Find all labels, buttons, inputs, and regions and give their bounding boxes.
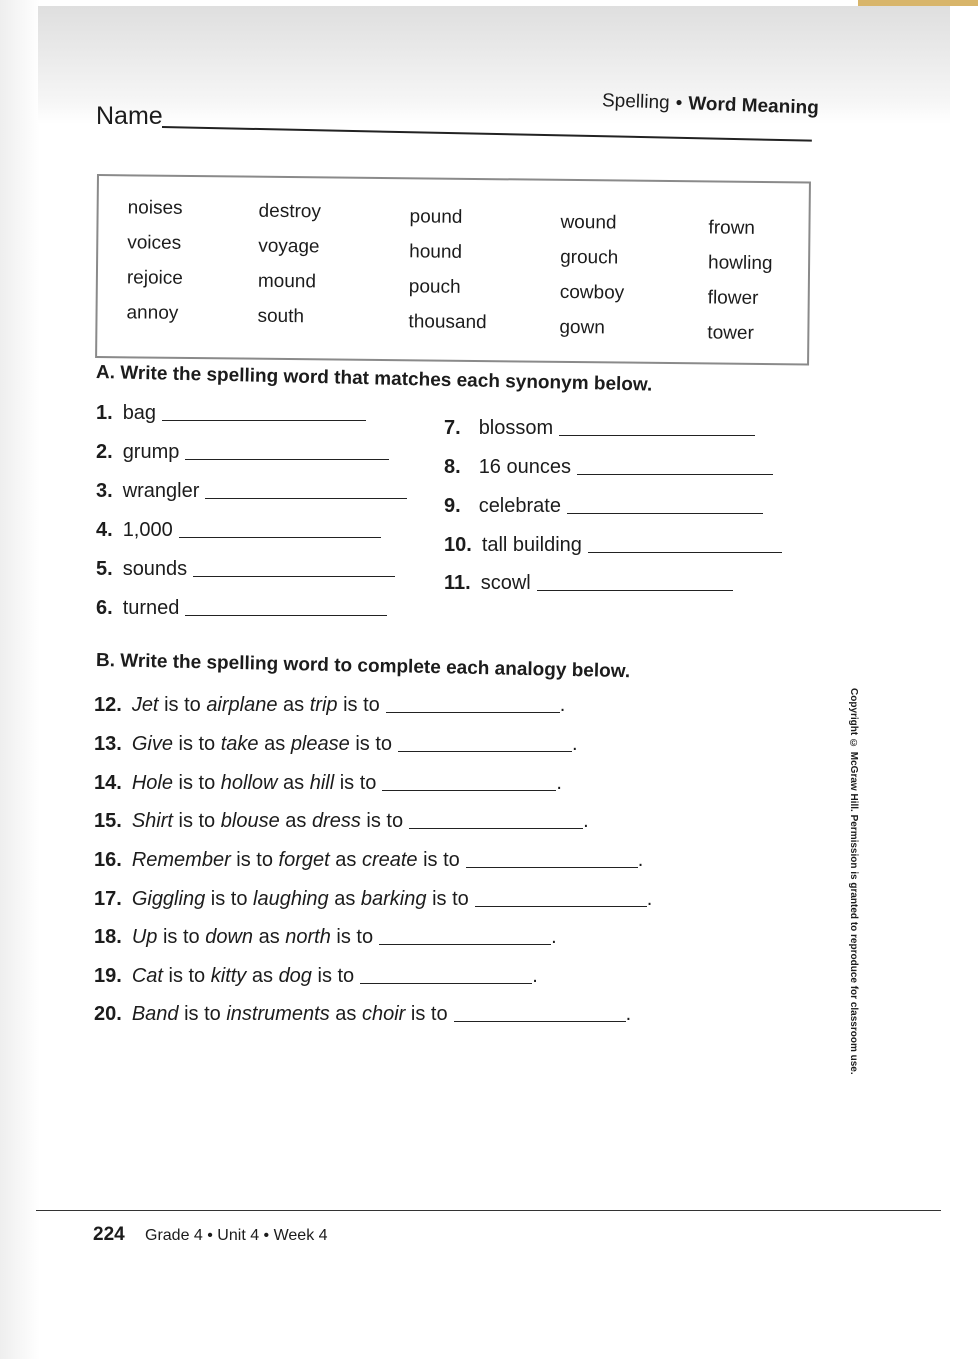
spelling-word-box: [95, 174, 811, 365]
spelling-word: wound: [560, 211, 617, 234]
is-to-text: is to: [339, 772, 377, 794]
spelling-word: tower: [707, 322, 754, 344]
synonym-word: blossom: [478, 417, 554, 439]
answer-blank[interactable]: [588, 551, 782, 553]
analogy-term: Band: [131, 1003, 179, 1025]
item-number: 18.: [94, 926, 122, 948]
scan-shadow-left: [0, 0, 40, 1359]
item-number: 2.: [96, 441, 113, 463]
answer-blank[interactable]: [466, 866, 638, 868]
synonym-item: [96, 519, 381, 542]
analogy-term: Remember: [131, 849, 231, 871]
item-number: 7.: [444, 417, 461, 439]
item-number: 8.: [444, 456, 461, 478]
name-line[interactable]: [162, 126, 812, 142]
word-column: [126, 190, 183, 331]
answer-blank[interactable]: [193, 575, 395, 577]
analogy-term: Give: [131, 733, 173, 755]
analogy-term: forget: [278, 849, 330, 871]
analogy-term: Up: [131, 926, 158, 948]
period: .: [583, 810, 589, 832]
item-number: 19.: [94, 965, 122, 987]
spelling-word: cowboy: [559, 281, 625, 304]
synonym-word: scowl: [480, 572, 531, 594]
synonym-item: [96, 441, 389, 464]
period: .: [646, 888, 653, 910]
analogy-term: trip: [309, 694, 338, 716]
word-column: [408, 199, 488, 340]
answer-blank[interactable]: [454, 1020, 626, 1022]
is-to-text: is to: [168, 965, 206, 987]
item-number: 17.: [94, 888, 122, 910]
section-b-title: B. Write the spelling word to complete each analogy below.: [95, 650, 631, 683]
spelling-word: mound: [257, 270, 317, 293]
synonym-word: grump: [122, 441, 180, 463]
analogy-term: Giggling: [131, 888, 206, 910]
answer-blank[interactable]: [360, 982, 532, 984]
answer-blank[interactable]: [179, 536, 381, 538]
item-number: 10.: [444, 534, 472, 556]
answer-blank[interactable]: [559, 434, 755, 436]
item-number: 15.: [94, 810, 122, 832]
item-number: 20.: [94, 1003, 122, 1025]
answer-blank[interactable]: [577, 473, 773, 475]
spelling-word: south: [257, 305, 305, 328]
analogy-term: instruments: [226, 1003, 330, 1025]
period: .: [551, 926, 557, 948]
synonym-word: celebrate: [478, 495, 561, 517]
copyright-notice: Copyright © McGraw Hill. Permission is granted to reproduce for classroom use.: [848, 688, 859, 1075]
synonym-item: [96, 558, 395, 581]
synonym-item: [96, 480, 407, 503]
as-text: as: [251, 965, 273, 987]
analogy-item: [94, 733, 578, 756]
synonym-item: [444, 456, 773, 479]
analogy-item: [94, 926, 557, 949]
analogy-item: [94, 888, 652, 911]
synonym-word: 16 ounces: [478, 456, 571, 478]
as-text: as: [258, 926, 280, 948]
synonym-item: [444, 417, 755, 440]
is-to-text: is to: [178, 733, 216, 755]
as-text: as: [283, 694, 305, 716]
answer-blank[interactable]: [386, 711, 560, 713]
is-to-text: is to: [355, 733, 392, 755]
analogy-item: [94, 965, 538, 988]
answer-blank[interactable]: [205, 497, 407, 499]
item-number: 6.: [96, 597, 113, 619]
analogy-item: [94, 1003, 631, 1026]
analogy-term: Shirt: [131, 810, 173, 832]
bullet-separator: •: [675, 92, 683, 115]
spelling-word: thousand: [408, 311, 487, 334]
grade-info: Grade 4 • Unit 4 • Week 4: [145, 1227, 328, 1244]
period: .: [559, 694, 566, 716]
analogy-item: [94, 694, 565, 717]
analogy-term: down: [205, 926, 254, 948]
analogy-term: dog: [278, 965, 312, 987]
period: .: [637, 849, 644, 871]
synonym-item: [444, 534, 782, 557]
word-column: [559, 205, 625, 346]
item-number: 3.: [96, 480, 113, 502]
is-to-text: is to: [236, 849, 273, 871]
spelling-word: noises: [127, 197, 183, 219]
analogy-item: [94, 772, 562, 795]
footer-divider: [36, 1210, 941, 1211]
spelling-word: gown: [559, 316, 605, 339]
synonym-word: turned: [122, 597, 180, 619]
answer-blank[interactable]: [537, 589, 733, 591]
topic-label: Word Meaning: [687, 93, 820, 119]
period: .: [556, 772, 562, 794]
is-to-text: is to: [162, 926, 200, 948]
spelling-word: pound: [409, 206, 463, 228]
analogy-term: Jet: [131, 694, 159, 716]
spelling-word: hound: [409, 241, 463, 263]
item-number: 4.: [96, 519, 113, 541]
item-number: 13.: [94, 733, 122, 755]
word-column: [257, 194, 321, 335]
period: .: [572, 733, 578, 755]
synonym-item: [444, 495, 763, 518]
page-number: 224: [93, 1224, 125, 1245]
as-text: as: [334, 888, 356, 910]
is-to-text: is to: [366, 810, 404, 832]
analogy-term: please: [290, 733, 350, 755]
spelling-word: voices: [127, 232, 182, 254]
spelling-word: voyage: [258, 235, 320, 258]
word-column: [707, 210, 773, 351]
section-a-title: A. Write the spelling word that matches each synonym below.: [95, 362, 653, 396]
item-number: 5.: [96, 558, 113, 580]
analogy-term: airplane: [206, 694, 278, 716]
page-corner-tab: [858, 0, 978, 6]
analogy-term: create: [361, 849, 418, 871]
item-number: 14.: [94, 772, 122, 794]
spelling-word: howling: [707, 252, 773, 275]
synonym-word: tall building: [481, 534, 582, 556]
is-to-text: is to: [336, 926, 374, 948]
period: .: [532, 965, 538, 987]
synonym-word: bag: [122, 402, 157, 424]
analogy-term: barking: [360, 888, 427, 910]
period: .: [625, 1003, 632, 1025]
is-to-text: is to: [210, 888, 248, 910]
spelling-word: pouch: [408, 276, 461, 298]
as-text: as: [264, 733, 286, 755]
analogy-term: north: [285, 926, 331, 948]
spelling-word: flower: [707, 287, 759, 309]
analogy-term: kitty: [210, 965, 247, 987]
spelling-word: rejoice: [126, 267, 184, 289]
answer-blank[interactable]: [162, 419, 366, 421]
answer-blank[interactable]: [185, 614, 387, 616]
synonym-item: [444, 572, 733, 595]
as-text: as: [335, 849, 357, 871]
synonym-word: sounds: [122, 558, 188, 580]
synonym-word: wrangler: [122, 480, 200, 502]
is-to-text: is to: [432, 888, 469, 910]
as-text: as: [335, 1003, 357, 1025]
analogy-term: hollow: [220, 772, 278, 794]
analogy-term: hill: [309, 772, 335, 794]
as-text: as: [285, 810, 307, 832]
item-number: 1.: [96, 402, 113, 424]
item-number: 11.: [444, 572, 471, 594]
analogy-term: dress: [311, 810, 361, 832]
answer-blank[interactable]: [379, 943, 551, 945]
analogy-item: [94, 810, 589, 833]
answer-blank[interactable]: [567, 512, 763, 514]
answer-blank[interactable]: [398, 750, 572, 752]
analogy-item: [94, 849, 643, 872]
is-to-text: is to: [164, 694, 201, 716]
analogy-term: Hole: [131, 772, 173, 794]
synonym-item: [96, 402, 366, 425]
as-text: as: [283, 772, 305, 794]
spelling-word: destroy: [258, 200, 322, 223]
spelling-word: frown: [708, 217, 756, 239]
name-label: Name: [96, 102, 163, 130]
item-number: 16.: [94, 849, 122, 871]
analogy-term: Cat: [131, 965, 163, 987]
is-to-text: is to: [184, 1003, 221, 1025]
analogy-term: laughing: [253, 888, 329, 910]
synonym-item: [96, 597, 387, 620]
answer-blank[interactable]: [382, 789, 556, 791]
analogy-term: blouse: [220, 810, 280, 832]
is-to-text: is to: [317, 965, 355, 987]
analogy-term: choir: [361, 1003, 406, 1025]
is-to-text: is to: [178, 772, 216, 794]
item-number: 12.: [94, 694, 122, 716]
is-to-text: is to: [423, 849, 460, 871]
answer-blank[interactable]: [409, 827, 583, 829]
subject-label: Spelling: [601, 90, 671, 114]
item-number: 9.: [444, 495, 461, 517]
analogy-term: take: [220, 733, 259, 755]
is-to-text: is to: [410, 1003, 448, 1025]
synonym-word: 1,000: [122, 519, 173, 541]
is-to-text: is to: [178, 810, 216, 832]
spelling-word: grouch: [560, 246, 619, 269]
answer-blank[interactable]: [475, 905, 647, 907]
spelling-word: annoy: [126, 302, 179, 324]
answer-blank[interactable]: [185, 458, 389, 460]
is-to-text: is to: [343, 694, 380, 716]
